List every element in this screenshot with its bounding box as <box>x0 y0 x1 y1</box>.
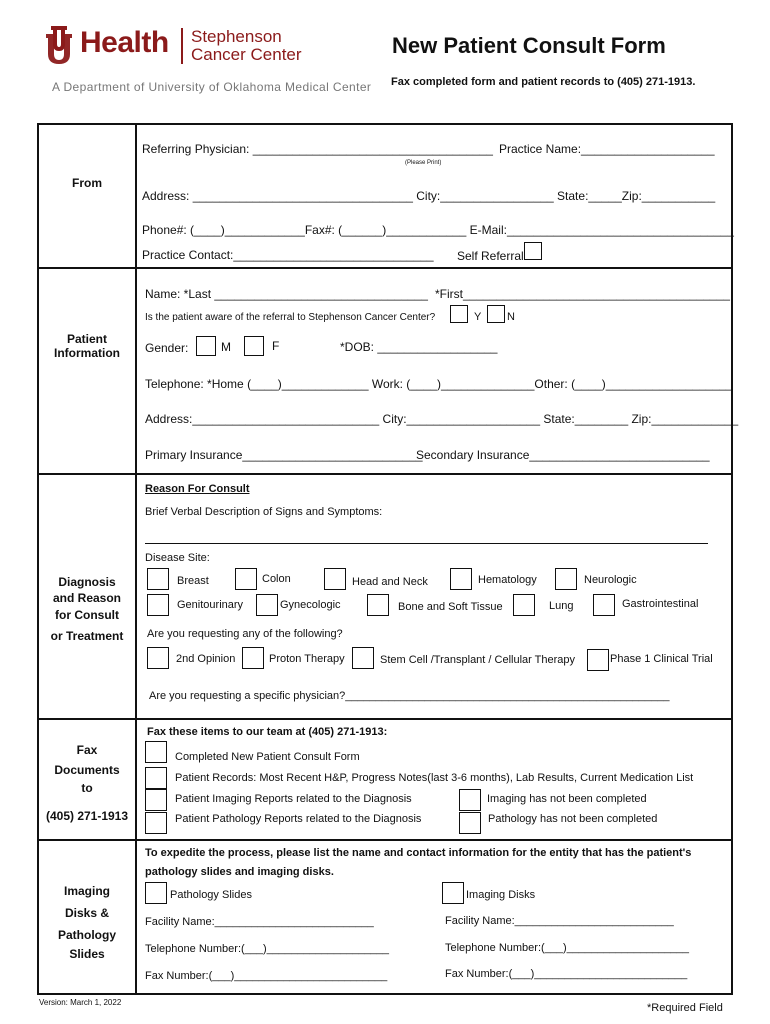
phase1-trial-checkbox[interactable] <box>587 649 609 671</box>
imaging-label-4: Slides <box>69 947 105 961</box>
ou-logo-icon <box>44 24 74 64</box>
proton-therapy-label: Proton Therapy <box>269 653 345 665</box>
genitourinary-label: Genitourinary <box>177 599 244 611</box>
imaging-not-completed-label: Imaging has not been completed <box>487 793 647 805</box>
second-opinion-checkbox[interactable] <box>147 647 169 669</box>
disease-site-label: Disease Site: <box>145 552 210 564</box>
imaging-telephone-field[interactable]: Telephone Number:(___)____________________ <box>445 942 690 954</box>
specific-physician-field[interactable]: Are you requesting a specific physician?_____________________________________________________ <box>149 690 670 702</box>
please-print-note: (Please Print) <box>405 160 442 166</box>
fax-label-2: Documents <box>54 763 120 777</box>
pathology-slides-checkbox[interactable] <box>145 882 167 904</box>
practice-name-field[interactable]: Practice Name:____________________ <box>499 142 715 156</box>
practice-contact-field[interactable]: Practice Contact:______________________________ <box>142 248 434 262</box>
diagnosis-label-4: or Treatment <box>50 629 124 643</box>
fax-instruction: Fax completed form and patient records to (405) 271-1913. <box>391 76 696 88</box>
logo-stephenson: Stephenson <box>191 27 282 46</box>
imaging-disks-checkbox[interactable] <box>442 882 464 904</box>
reason-heading: Reason For Consult <box>145 483 250 495</box>
pathology-slides-label: Pathology Slides <box>170 889 252 901</box>
required-field-note: *Required Field <box>647 1002 723 1014</box>
logo-divider <box>181 28 183 64</box>
diagnosis-label-3: for Consult <box>55 608 119 622</box>
page-title: New Patient Consult Form <box>392 33 666 58</box>
logo-health: Health <box>80 26 169 59</box>
from-label: From <box>72 176 102 190</box>
fax-heading: Fax these items to our team at (405) 271-1913: <box>147 726 388 738</box>
fax-item-2-label: Patient Records: Most Recent H&P, Progress Notes(last 3-6 months), Lab Results, Current Medication List <box>175 772 694 784</box>
imaging-fax-field[interactable]: Fax Number:(___)_________________________ <box>445 968 688 980</box>
stem-cell-checkbox[interactable] <box>352 647 374 669</box>
lung-label: Lung <box>549 600 574 612</box>
fax-item-4-checkbox[interactable] <box>145 812 167 834</box>
pathology-not-completed-label: Pathology has not been completed <box>488 813 658 825</box>
first-name-field[interactable]: *First________________________________________ <box>435 287 730 301</box>
dob-field[interactable]: *DOB: __________________ <box>340 340 498 354</box>
lung-checkbox[interactable] <box>513 594 535 616</box>
aware-no-checkbox[interactable] <box>487 305 505 323</box>
diagnosis-label-2: and Reason <box>52 591 121 605</box>
diagnosis-label-1: Diagnosis <box>58 575 116 589</box>
secondary-insurance-field[interactable]: Secondary Insurance___________________________ <box>416 448 710 462</box>
imaging-facility-field[interactable]: Facility Name:__________________________ <box>445 915 674 927</box>
patient-address-field[interactable]: Address:____________________________ City:____________________ State:________ Zip:_____________ <box>145 412 739 426</box>
second-opinion-label: 2nd Opinion <box>176 653 236 665</box>
phase1-trial-label: Phase 1 Clinical Trial <box>610 653 713 665</box>
imaging-label-2: Disks & <box>64 906 110 920</box>
breast-checkbox[interactable] <box>147 568 169 590</box>
fax-item-1-checkbox[interactable] <box>145 741 167 763</box>
referring-physician-field[interactable]: Referring Physician: ____________________________________ <box>142 142 493 156</box>
breast-label: Breast <box>177 575 209 587</box>
from-address-field[interactable]: Address: _________________________________ City:_________________ State:_____Zip:___________ <box>142 189 716 203</box>
pathology-telephone-field[interactable]: Telephone Number:(___)____________________ <box>145 943 390 955</box>
imaging-not-completed-checkbox[interactable] <box>459 789 481 811</box>
logo-subtitle: A Department of University of Oklahoma Medical Center <box>52 80 372 94</box>
gender-female-label: F <box>272 339 280 353</box>
phone-fax-email-field[interactable]: Phone#: (____)____________Fax#: (______)____________ E-Mail:__________________________________ <box>142 223 734 237</box>
imaging-label-1: Imaging <box>63 884 110 898</box>
proton-therapy-checkbox[interactable] <box>242 647 264 669</box>
requesting-question: Are you requesting any of the following? <box>147 628 343 640</box>
bone-soft-tissue-checkbox[interactable] <box>367 594 389 616</box>
imaging-label-3: Pathology <box>57 928 116 942</box>
genitourinary-checkbox[interactable] <box>147 594 169 616</box>
fax-item-4-label: Patient Pathology Reports related to the Diagnosis <box>175 813 422 825</box>
fax-label-3: to <box>81 781 93 795</box>
gender-label: Gender: <box>145 341 189 355</box>
patient-label-1: Patient <box>66 332 107 346</box>
description-line[interactable] <box>145 543 708 544</box>
fax-item-1-label: Completed New Patient Consult Form <box>175 751 360 763</box>
gastrointestinal-label: Gastrointestinal <box>622 598 699 610</box>
neurologic-label: Neurologic <box>584 574 637 586</box>
self-referral-checkbox[interactable] <box>524 242 542 260</box>
hematology-checkbox[interactable] <box>450 568 472 590</box>
logo-cancer-center: Cancer Center <box>191 45 302 64</box>
gender-male-checkbox[interactable] <box>196 336 216 356</box>
version-text: Version: March 1, 2022 <box>39 998 122 1007</box>
gynecologic-label: Gynecologic <box>280 599 341 611</box>
fax-item-2-checkbox[interactable] <box>145 767 167 789</box>
aware-yes-label: Y <box>474 311 482 323</box>
fax-label-4: (405) 271-1913 <box>45 809 129 823</box>
last-name-field[interactable]: Name: *Last ________________________________ <box>145 287 428 301</box>
stem-cell-label: Stem Cell /Transplant / Cellular Therapy <box>380 654 576 666</box>
head-neck-checkbox[interactable] <box>324 568 346 590</box>
colon-checkbox[interactable] <box>235 568 257 590</box>
pathology-fax-field[interactable]: Fax Number:(___)_________________________ <box>145 970 388 982</box>
aware-yes-checkbox[interactable] <box>450 305 468 323</box>
fax-item-3-label: Patient Imaging Reports related to the Diagnosis <box>175 793 412 805</box>
gastrointestinal-checkbox[interactable] <box>593 594 615 616</box>
fax-label-1: Fax <box>76 743 98 757</box>
hematology-label: Hematology <box>478 574 537 586</box>
patient-telephone-field[interactable]: Telephone: *Home (____)_____________ Work: (____)______________Other: (____)___________________ <box>145 377 733 391</box>
gender-female-checkbox[interactable] <box>244 336 264 356</box>
aware-no-label: N <box>507 311 515 323</box>
aware-question: Is the patient aware of the referral to Stephenson Cancer Center? <box>145 312 436 323</box>
imaging-instruction-1: To expedite the process, please list the name and contact information for the entity that has the patient's <box>145 847 692 859</box>
primary-insurance-field[interactable]: Primary Insurance___________________________ <box>145 448 423 462</box>
colon-label: Colon <box>262 573 291 585</box>
pathology-facility-field[interactable]: Facility Name:__________________________ <box>145 916 374 928</box>
head-neck-label: Head and Neck <box>352 576 428 588</box>
fax-item-3-checkbox[interactable] <box>145 789 167 811</box>
gender-male-label: M <box>221 340 231 354</box>
brief-description-label: Brief Verbal Description of Signs and Symptoms: <box>145 506 383 518</box>
patient-label-2: Information <box>54 346 120 360</box>
imaging-instruction-2: pathology slides and imaging disks. <box>145 866 334 878</box>
gynecologic-checkbox[interactable] <box>256 594 278 616</box>
imaging-disks-label: Imaging Disks <box>466 889 536 901</box>
bone-soft-tissue-label: Bone and Soft Tissue <box>398 601 503 613</box>
neurologic-checkbox[interactable] <box>555 568 577 590</box>
self-referral-label: Self Referral <box>457 249 524 263</box>
pathology-not-completed-checkbox[interactable] <box>459 812 481 834</box>
